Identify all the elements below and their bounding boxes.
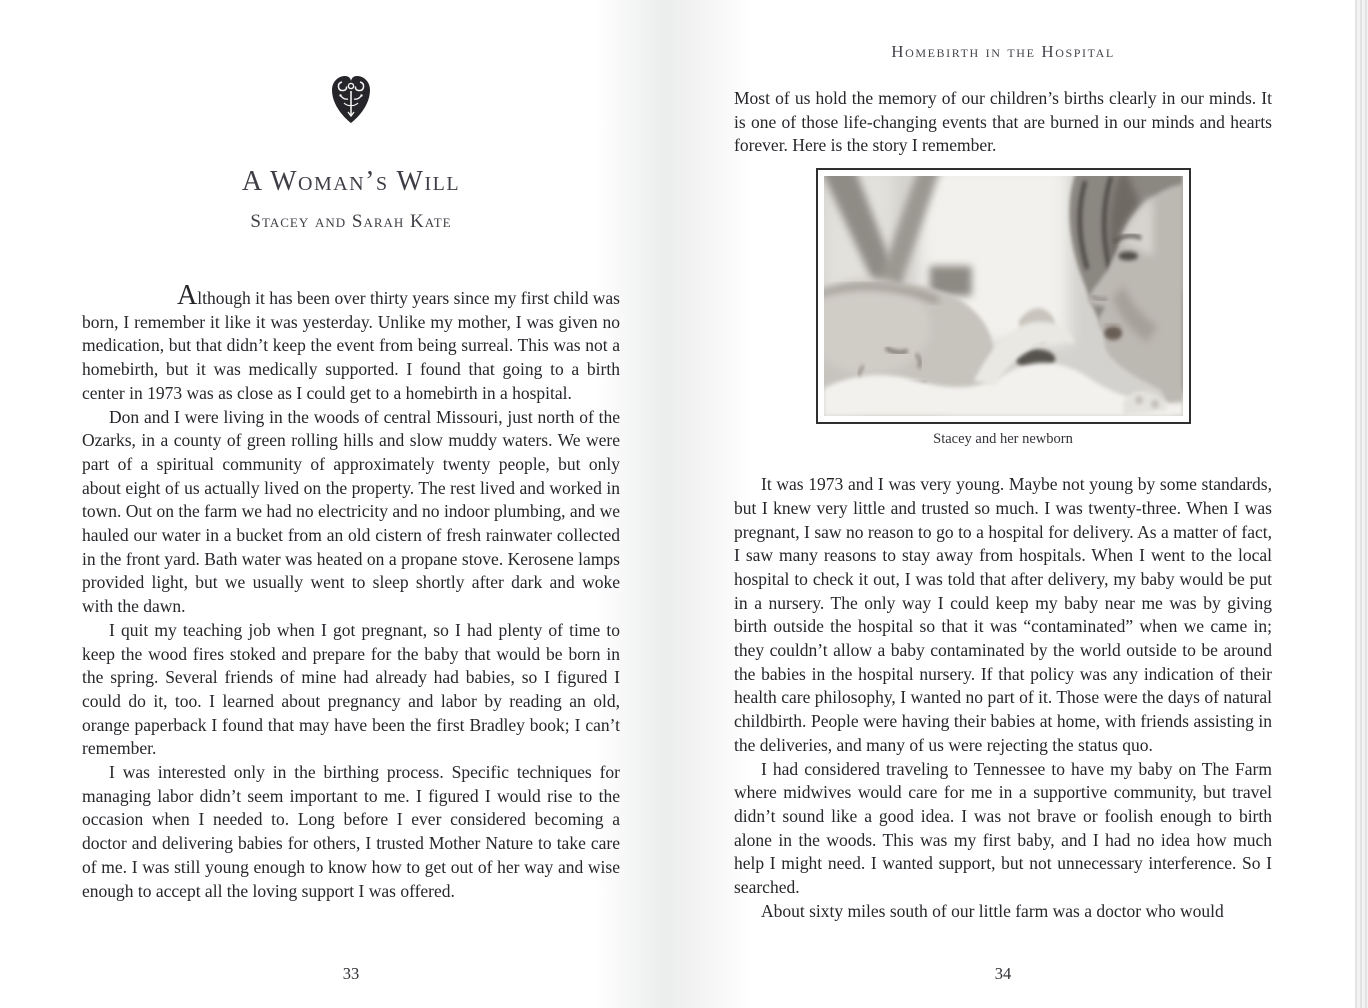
page-number-left: 33 bbox=[342, 964, 360, 983]
heart-ornament-icon bbox=[329, 74, 373, 126]
right-page-paragraphs bbox=[734, 473, 1272, 923]
page-number-right: 34 bbox=[994, 964, 1012, 983]
photo-caption: Stacey and her newborn bbox=[933, 431, 1073, 448]
body-paragraph: I was interested only in the birthing process. Specific techniques for managing labor didn’t seem important to me. I figured I would rise to the occasion when I needed to. Long before I ever considered becoming a doctor and delivering babies for others, I trusted Mother Nature to take care of me. I was still young enough to know how to get out of her way and wise enough to accept all the loving support I was offered. bbox=[82, 762, 620, 901]
left-page-body bbox=[82, 282, 620, 903]
body-paragraph: I quit my teaching job when I got pregnant, so I had plenty of time to keep the wood fires stoked and prepare for the baby that would be born in the spring. Several friends of mine had already had babies, so I figured I could do it, too. I learned about pregnancy and labor by reading an old, orange paperback I found that may have been the first Bradley book; I can’t remember. bbox=[82, 619, 620, 759]
opening-paragraph bbox=[82, 282, 620, 406]
body-paragraph: It was 1973 and I was very young. Maybe not young by some standards, but I knew very little and trusted so much. I was twenty-three. When I was pregnant, I saw no reason to go to a hospital for delivery. As a matter of fact, I saw many reasons to stay away from hospitals. When I went to the local hospital to check it out, I was told that after delivery, my baby would be put in a nursery. The only way I could keep my baby near me was by giving birth outside the hospital so that it was “contaminated” when we came in; they couldn’t allow a baby contaminated by the world outside to be around the babies in the hospital nursery. If that policy was any indication of their health care philosophy, I wanted no part of it. Those were the days of natural childbirth. People were having their babies at home, with friends assisting in the deliveries, and many of us were rejecting the status quo. bbox=[734, 474, 1272, 755]
drop-initial: A bbox=[177, 280, 198, 311]
body-paragraph: Don and I were living in the woods of central Missouri, just north of the Ozarks, in a county of green rolling hills and slow muddy waters. We were part of a spiritual community of approximately twenty people, but only about eight of us actually lived on the property. The rest lived and worked in town. Out on the farm we had no electricity and no indoor plumbing, and we hauled our water in a bucket from an old cistern of fresh rainwater collected in the front yard. Bath water was heated on a propane stove. Kerosene lamps provided light, but we usually went to sleep shortly after dark and woke with the dawn. bbox=[82, 406, 620, 617]
photo-figure bbox=[734, 168, 1272, 448]
body-paragraph: About sixty miles south of our little farm was a doctor who would bbox=[761, 900, 1224, 921]
running-header: Homebirth in the Hospital bbox=[891, 42, 1115, 61]
body-paragraph: I had considered traveling to Tennessee to have my baby on The Farm where midwives would care for me in a supportive community, but travel didn’t sound like a good idea. I was not brave or foolish enough to birth alone in the woods. This was my first baby, and I had no idea how much help I might need. I wanted support, but not unnecessary interference. So I searched. bbox=[734, 758, 1272, 898]
newborn-photo bbox=[816, 168, 1191, 424]
page-edge-strip bbox=[1355, 0, 1368, 1008]
left-page-paragraphs bbox=[82, 406, 620, 904]
right-page bbox=[734, 0, 1272, 1008]
left-page bbox=[82, 0, 620, 1008]
intro-paragraph: Most of us hold the memory of our children’s births clearly in our minds. It is one of those life-changing events that are burned in our minds and hearts forever. Here is the story I remember. bbox=[734, 88, 1272, 156]
chapter-subtitle: Stacey and Sarah Kate bbox=[250, 211, 452, 232]
opening-paragraph-text: lthough it has been over thirty years since my first child was born, I remember it like it was yesterday. Unlike my mother, I was given no medication, but that didn’t keep the event from being surreal. This was not a homebirth, but it was medically supported. I found that going to a birth center in 1973 was as close as I could get to a homebirth in a hospital. bbox=[82, 288, 620, 403]
chapter-title: A Woman’s Will bbox=[241, 166, 461, 197]
